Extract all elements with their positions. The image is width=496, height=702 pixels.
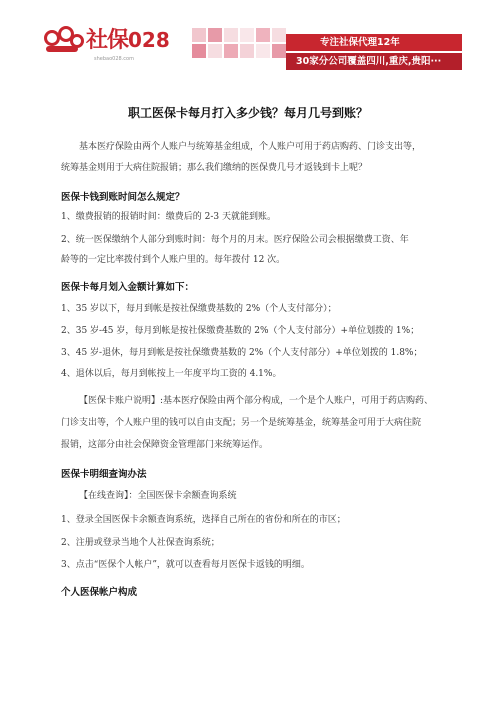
decorative-tile bbox=[192, 44, 206, 58]
decorative-tile bbox=[256, 28, 270, 42]
decorative-tile bbox=[240, 44, 254, 58]
paragraph-line: 1、缴费报销的报销时间：缴费后的 2-3 天就能到账。 bbox=[61, 212, 276, 222]
paragraph-line: 2、注册或登录当地个人社保查询系统； bbox=[61, 538, 220, 548]
decorative-tile bbox=[208, 44, 222, 58]
paragraph-line: 基本医疗保险由两个人账户与统筹基金组成，个人账户可用于药店购药、门诊支出等， bbox=[79, 142, 422, 152]
paragraph-line: 报销，这部分由社会保障资金管理部门来统筹运作。 bbox=[61, 440, 269, 450]
paragraph-line: 龄等的一定比率拨付到个人账户里的。每年拨付 12 次。 bbox=[61, 255, 286, 265]
paragraph-line: 1、登录全国医保卡余额查询系统，选择自己所在的省份和所在的市区； bbox=[61, 515, 346, 525]
people-logo-icon bbox=[44, 26, 82, 56]
paragraph-line: 2、统一医保缴纳个人部分到账时间：每个月的月末。医疗保险公司会根据缴费工资、年 bbox=[61, 235, 409, 245]
paragraph-line: 统筹基金则用于大病住院报销；那么我们缴纳的医保费几号才返钱到卡上呢？ bbox=[61, 163, 368, 173]
paragraph-line: 2、35 岁-45 岁，每月到帐是按社保缴费基数的 2%（个人支付部分）+单位划拨的 1%； bbox=[61, 326, 420, 336]
paragraph-line: 3、点击“医保个人帐户”，就可以查看每月医保卡返钱的明细。 bbox=[61, 560, 310, 570]
decorative-tile bbox=[240, 28, 254, 42]
decorative-tiles bbox=[192, 28, 286, 58]
decorative-tile bbox=[224, 28, 238, 42]
logo-wordmark bbox=[86, 30, 170, 52]
section-heading: 医保卡每月划入金额计算如下： bbox=[61, 282, 195, 293]
decorative-tile bbox=[224, 44, 238, 58]
decorative-tile bbox=[208, 28, 222, 42]
paragraph-line: 3、45 岁-退休，每月到帐是按社保缴费基数的 2%（个人支付部分）+单位划拨的 1.8%； bbox=[61, 348, 423, 358]
site-logo[interactable] bbox=[44, 26, 170, 56]
section-heading: 个人医保帐户构成 bbox=[61, 587, 138, 598]
paragraph-line: 门诊支出等，个人账户里的钱可以自由支配；另一个是统筹基金，统筹基金可用于大病住院 bbox=[61, 418, 422, 428]
decorative-tile bbox=[272, 44, 286, 58]
promo-banner bbox=[286, 34, 462, 72]
paragraph-line: 4、退休以后，每月到帐按上一年度平均工资的 4.1%。 bbox=[61, 369, 282, 379]
banner-line-2: 30家分公司覆盖四川,重庆,贵阳··· bbox=[286, 53, 462, 70]
decorative-tile bbox=[192, 28, 206, 42]
decorative-tile bbox=[256, 44, 270, 58]
paragraph-line: 1、35 岁以下，每月到帐是按社保缴费基数的 2%（个人支付部分）； bbox=[61, 304, 337, 314]
logo-text: 社保 bbox=[86, 28, 129, 53]
logo-number: 028 bbox=[128, 28, 170, 52]
section-heading: 医保卡明细查询办法 bbox=[61, 469, 147, 480]
paragraph-line: 【医保卡账户说明】:基本医疗保险由两个部分构成，一个是个人账户，可用于药店购药、 bbox=[79, 396, 434, 406]
paragraph-line: 【在线查询】：全国医保卡余额查询系统 bbox=[79, 491, 237, 501]
header-banner bbox=[0, 0, 496, 72]
banner-line-1: 专注社保代理12年 bbox=[286, 34, 462, 51]
decorative-tile bbox=[272, 28, 286, 42]
logo-subtitle: shebao028.com bbox=[94, 56, 134, 62]
section-heading: 医保卡钱到账时间怎么规定？ bbox=[61, 192, 185, 203]
document-title: 职工医保卡每月打入多少钱？每月几号到账？ bbox=[127, 106, 368, 120]
